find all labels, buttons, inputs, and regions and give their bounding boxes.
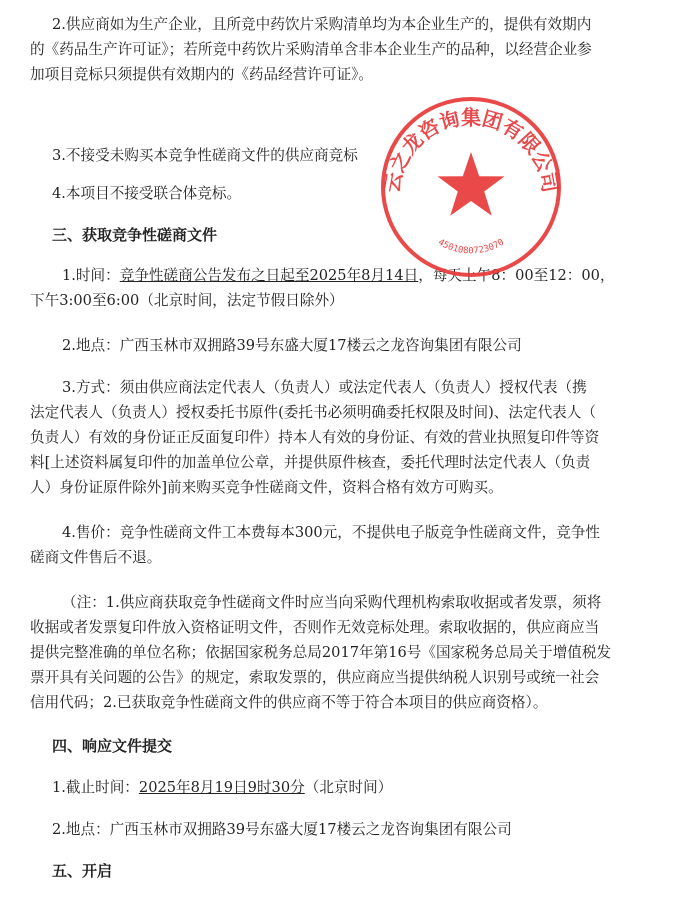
section-title-text: 五、开启 [52, 862, 113, 880]
text-line: 加项目竞标只须提供有效期内的《药品经营许可证》。 [30, 66, 373, 83]
text-line: 4.售价：竞争性磋商文件工本费每本300元，不提供电子版竞争性磋商文件，竞争性 [62, 524, 600, 541]
text-line: 信用代码；2.已获取竞争性磋商文件的供应商不等于符合本项目的供应商资格）。 [30, 694, 548, 711]
text-line: 2.供应商如为生产企业，且所竞中药饮片采购清单均为本企业生产的，提供有效期内 [52, 16, 592, 33]
seal-code-path: 4501080723070 [436, 237, 506, 257]
text-line: 2.地点：广西玉林市双拥路39号东盛大厦17楼云之龙咨询集团有限公司 [62, 337, 522, 354]
text-line: 提供完整准确的单位名称；依据国家税务总局2017年第16号《国家税务总局关于增值税发 [30, 644, 612, 661]
text-line: 3.不接受未购买本竞争性磋商文件的供应商竞标 [52, 147, 358, 164]
text-line: 负责人）有效的身份证正反面复印件）持本人有效的身份证、有效的营业执照复印件等资 [30, 429, 600, 446]
deadline-line [30, 775, 670, 800]
text-line: 法定代表人（负责人）授权委托书原件(委托书必须明确委托权限及时间)、法定代表人（ [30, 404, 596, 421]
section-title-submission [30, 734, 670, 759]
star-icon [438, 152, 505, 216]
text-line: 票开具有关问题的公告》的规定，索取发票的，供应商应当提供纳税人识别号或统一社会 [30, 669, 600, 686]
company-seal [376, 92, 566, 282]
paragraph-time [30, 263, 670, 313]
text-line: 磋商文件售后不退。 [30, 549, 162, 566]
text-line: 的《药品生产许可证》；若所竞中药饮片采购清单含非本企业生产的品种，以经营企业参 [30, 41, 592, 58]
text-line: 4.本项目不接受联合体竞标。 [52, 185, 242, 202]
section-title-text: 三、获取竞争性磋商文件 [52, 226, 218, 244]
text-line: 人）身份证原件除外]前来购买竞争性磋商文件，资料合格有效方可购买。 [30, 479, 503, 496]
deadline-underlined: 2025年8月19日9时30分 [138, 779, 305, 796]
section-title-text: 四、响应文件提交 [52, 737, 173, 755]
paragraph-no-consortium [30, 181, 670, 206]
paragraph-place [30, 333, 670, 358]
time-prefix: 1.时间： [62, 267, 120, 284]
text-line: 收据或者发票复印件放入资格证明文件，否则作无效竞标处理。索取收据的，供应商应当 [30, 619, 600, 636]
seal-text-path: 云之龙咨询集团有限公司 [379, 105, 563, 195]
paragraph-deadline [30, 775, 670, 800]
text-line: 3.方式：须由供应商法定代表人（负责人）或法定代表人（负责人）授权代表（携 [62, 379, 587, 396]
deadline-prefix: 1.截止时间： [52, 779, 139, 796]
paragraph-note [30, 590, 670, 715]
text-line: 料[上述资料属复印件的加盖单位公章，并提供原件核查，委托代理时法定代表人（负责 [30, 454, 591, 471]
time-rest: ，每天上午8：00至12：00， [418, 267, 615, 284]
time-line-1 [30, 263, 670, 288]
seal-code [436, 238, 506, 257]
paragraph-method [30, 375, 670, 500]
text-line: 2.地点：广西玉林市双拥路39号东盛大厦17楼云之龙咨询集团有限公司 [52, 821, 512, 838]
paragraph-place-2 [30, 817, 670, 842]
section-title-obtain-docs [30, 223, 670, 248]
text-line: 下午3:00至6:00（北京时间，法定节假日除外） [30, 292, 344, 309]
section-title-opening [30, 859, 670, 884]
paragraph-no-purchase [30, 143, 670, 168]
time-underlined: 竞争性磋商公告发布之日起至2025年8月14日 [119, 267, 419, 284]
paragraph-producer-license [30, 12, 670, 87]
text-line: （注：1.供应商获取竞争性磋商文件时应当向采购代理机构索取收据或者发票，须将 [62, 594, 602, 611]
paragraph-price [30, 520, 670, 570]
deadline-rest: （北京时间） [304, 779, 393, 796]
